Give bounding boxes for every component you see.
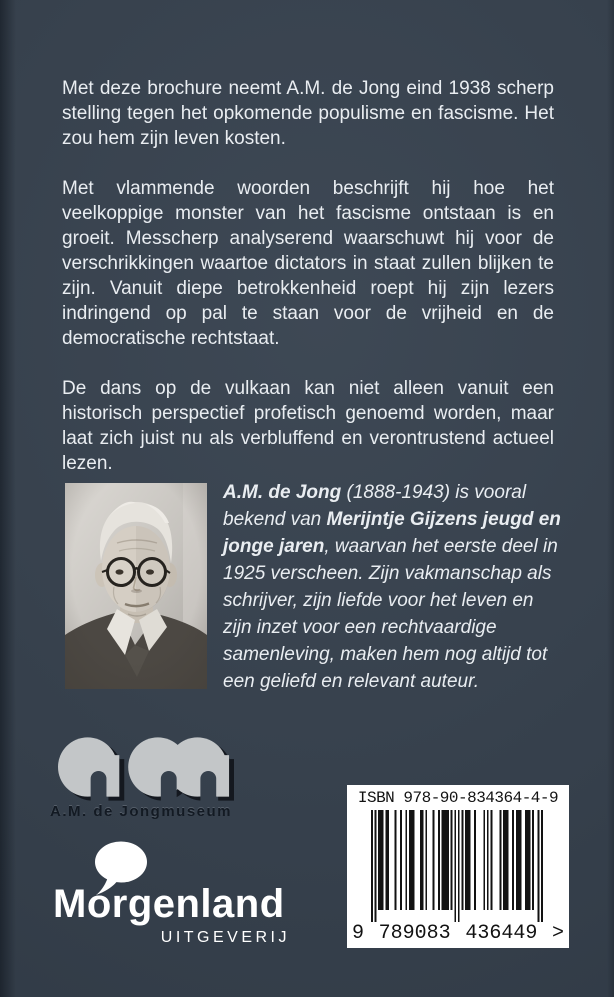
isbn-label: ISBN 978-90-834364-4-9 [357, 789, 559, 807]
publisher-logo [52, 841, 290, 947]
museum-monogram-am [58, 731, 234, 803]
publisher-name: Morgenland [53, 882, 285, 926]
blurb-paragraph-3: De dans op de vulkaan kan niet alleen vanuit een historisch perspectief profetisch genoemd worden, maar laat zich juist nu als verbluffend en verontrustend actueel lezen. [62, 378, 554, 474]
ean13-barcode [371, 810, 543, 922]
blurb-paragraph-1: Met deze brochure neemt A.M. de Jong eind 1938 scherp stelling tegen het opkomende populisme en fascisme. Het zou hem zijn leven kosten. [62, 78, 554, 149]
author-bio: A.M. de Jong (1888-1943) is vooral bekend van Merijntje Gijzens jeugd en jonge jaren, waarvan het eerste deel in 1925 verscheen. Zijn vakmanschap als schrijver, zijn liefde voor het leven en zijn inzet voor een rechtvaardige samenleving, maken hem nog altijd tot een geliefd en relevant auteur. [223, 482, 561, 692]
ean-prefix-digit: 9 [352, 922, 365, 945]
author-photo [65, 483, 207, 689]
spine-shadow [0, 0, 16, 997]
publisher-subtitle: UITGEVERIJ [160, 929, 290, 946]
blurb-paragraph-2: Met vlammende woorden beschrijft hij hoe het veelkoppige monster van het fascisme ontstaan is en groeit. Messcherp analyserend waarschuwt hij voor de verschrikkingen waartoe dictators in staat zullen blijken te zijn. Vanuit diepe betrokkenheid roept hij zijn lezers indringend op pal te staan voor de vrijheid en de democratische rechtstaat. [62, 178, 554, 349]
ean-right-group: 436449 [465, 922, 538, 945]
ean-left-group: 789083 [378, 922, 451, 945]
back-cover-blurb [62, 76, 554, 501]
ean-digits-row [352, 923, 564, 945]
isbn-barcode-block [347, 785, 569, 948]
museum-caption: A.M. de Jongmuseum [49, 803, 233, 820]
edge-shadow [607, 0, 614, 997]
ean-quiet-zone-indicator: > [551, 922, 564, 945]
